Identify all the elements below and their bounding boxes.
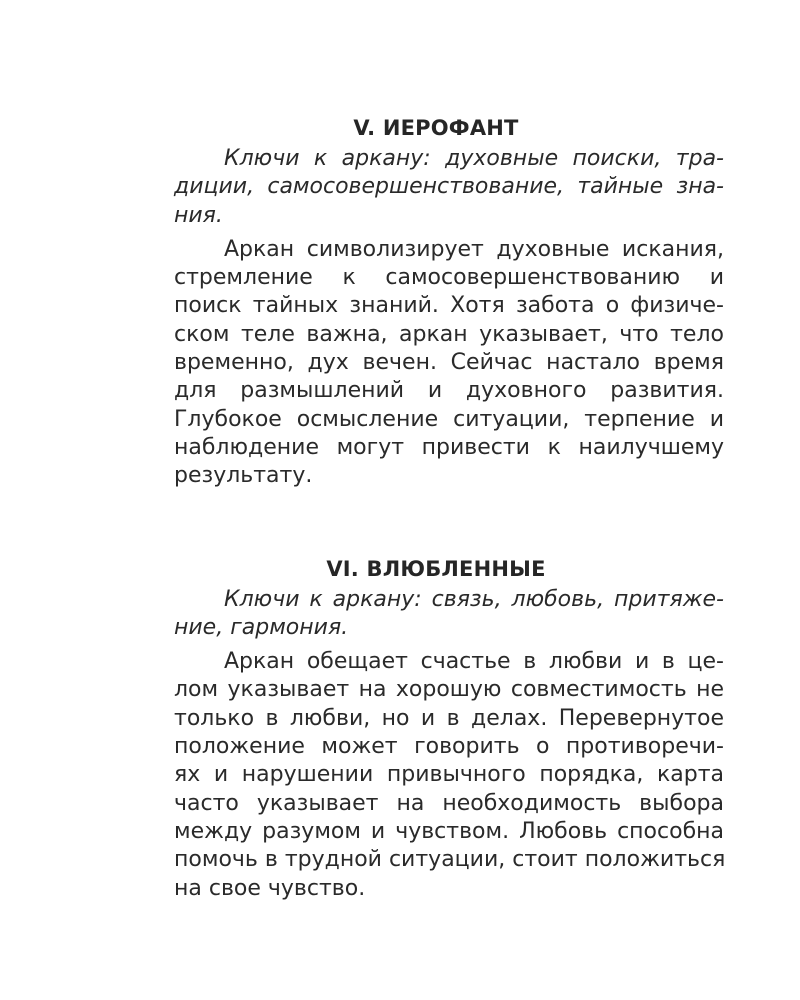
section-heading: V. ИЕРОФАНТ [353, 116, 519, 140]
arcana-keys [124, 586, 724, 643]
text-line: поиск тайных знаний. Хотя забота о физиче- [174, 293, 724, 319]
text-line: между разумом и чувством. Любовь способна [174, 818, 724, 844]
text-line: стремление к самосовершенствованию и [174, 265, 724, 291]
text-line: ском теле важна, аркан указывает, что тело [174, 321, 724, 347]
arcana-description [124, 648, 724, 903]
text-line: помочь в трудной ситуации, стоит положиться [174, 847, 726, 873]
text-line: ния. [174, 202, 223, 228]
text-line: диции, самосовершенствование, тайные зна- [174, 174, 724, 200]
text-line: результату. [174, 463, 313, 489]
text-line: положение может говорить о противоречи- [174, 734, 724, 760]
text-line: Ключи к аркану: духовные поиски, тра- [224, 146, 724, 171]
text-line: для размышлений и духовного развития. [174, 378, 724, 404]
text-line: только в любви, но и в делах. Перевернутое [174, 705, 724, 731]
section-lovers [124, 553, 724, 903]
text-line: Аркан символизирует духовные искания, [224, 236, 724, 262]
text-line: лом указывает на хорошую совместимость не [174, 677, 724, 703]
text-line: Аркан обещает счастье в любви и в це- [224, 649, 724, 675]
section-heading: VI. ВЛЮБЛЕННЫЕ [326, 556, 546, 581]
text-line: Глубокое осмысление ситуации, терпение и [174, 406, 724, 432]
book-page [124, 112, 724, 903]
text-line: временно, дух вечен. Сейчас настало время [174, 350, 724, 376]
text-line: ние, гармония. [174, 614, 349, 640]
arcana-description [124, 236, 724, 491]
text-line: на свое чувство. [174, 875, 366, 901]
text-line: Ключи к аркану: связь, любовь, притяже- [224, 586, 724, 612]
text-line: часто указывает на необходимость выбора [174, 790, 724, 816]
section-hierophant [124, 112, 724, 491]
arcana-keys [124, 145, 724, 230]
text-line: наблюдение могут привести к наилучшему [174, 434, 724, 460]
text-line: ях и нарушении привычного порядка, карта [174, 762, 724, 788]
